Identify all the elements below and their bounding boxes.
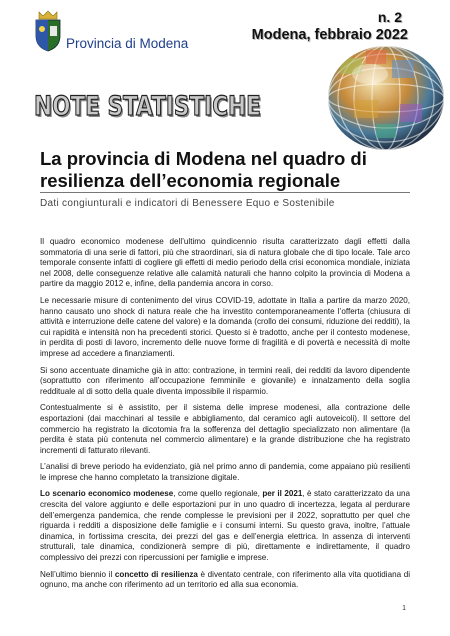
issue-date: Modena, febbraio 2022 — [251, 27, 408, 43]
paragraph-7-key-term: concetto di resilienza — [114, 569, 198, 579]
paragraph-3: Si sono accentuate dinamiche già in atto: contrazione, in termini reali, dei redditi da lavoro dipendente (soprattutto con riferimento all’occupazione femminile e giovanile) e innalzamento della soglia reddituale al di sotto della quale diventa impossibile il risparmio. — [40, 365, 410, 396]
document-subtitle: Dati congiunturali e indicatori di Benessere Equo e Sostenibile — [40, 198, 335, 209]
photo-globe-icon — [320, 38, 446, 152]
coat-of-arms-icon — [33, 10, 63, 52]
paragraph-4: Contestualmente si è assistito, per il sistema delle imprese modenesi, alla contrazione delle esportazioni (dai macchinari al tessile e abbigliamento, dal ceramico agli autoveicoli). Il settore del commercio ha registrato la dicotomia fra la sofferenza del dettaglio specializzato non alimentare (la perdita è stata più contenuta nel commercio alimentare) e la grande distribuzione che ha registrato incrementi di fatturato rilevanti. — [40, 403, 410, 455]
paragraph-7: Nell’ultimo biennio il concetto di resilienza è diventato centrale, con riferimento alla vita quotidiana di ognuno, ma anche con riferimento ad un territorio ed alla sua economia. — [40, 569, 411, 590]
page-number: 1 — [402, 605, 406, 612]
paragraph-6-year: per il 2021 — [262, 489, 303, 499]
paragraph-6: Lo scenario economico modenese, come quello regionale, per il 2021, è stato caratterizzato da una crescita del valore aggiunto e delle esportazioni pur in uno quadro di incertezza, legata al perdurare dell’emergenza pandemica, che rende complesse le previsioni per il 2022, soprattutto per quel che riguarda i redditi a disposizione delle famiglie e i consumi interni. Su questo grava, inoltre, l’attuale dinamica, in fortissima crescita, dei prezzi del gas e dell’energia elettrica. In assenza di interventi strutturali, tale dinamica, condizionerà sempre di più, direttamente e indirettamente, il quadro complessivo dei prezzi con ripercussioni per famiglie e imprese. — [40, 489, 411, 563]
document-title: La provincia di Modena nel quadro di resilienza dell’economia regionale — [40, 148, 367, 191]
paragraph-5: L’analisi di breve periodo ha evidenziato, già nel primo anno di pandemia, come appaiano più resilienti le imprese che hanno completato la transizione digitale. — [40, 462, 410, 482]
header — [0, 0, 450, 170]
paragraph-1: Il quadro economico modenese dell’ultimo quindicennio risulta caratterizzato dagli effetti dalla sommatoria di una serie di fattori, più che straordinari, sia di natura globale che di tipo locale. Tale arco temporale consente infatti di cogliere gli effetti di medio periodo della crisi economica mondiale, iniziata nel 2008, delle conseguenze relative alle calamità naturali che hanno colpito la provincia di Modena a partire da maggio 2012 e, infine, della pandemia ancora in corso. — [40, 237, 410, 289]
paragraph-6-lead: Lo scenario economico modenese — [40, 489, 174, 499]
masthead-title: NOTE STATISTICHE — [34, 91, 261, 122]
paragraph-2: Le necessarie misure di contenimento del virus COVID-19, adottate in Italia a partire da marzo 2020, hanno causato uno shock di natura reale che ha investito contemporaneamente l’offerta (chiusura di attività e interruzione delle catene del valore) e la domanda (crollo dei consumi, riduzione dei redditi), la cui rapidità e intensità non ha precedenti storici. Questo si è tradotto, anche per il contesto modenese, in perdita di posti di lavoro, incremento delle nuove forme di fragilità e di povertà e necessità di molte imprese ad accedere a finanziamenti. — [40, 295, 410, 358]
issue-number: n. 2 — [377, 9, 402, 25]
province-logo[interactable] — [33, 10, 189, 54]
body-text — [40, 237, 410, 597]
brand-name: Provincia di Modena — [66, 36, 189, 51]
title-divider — [40, 192, 410, 193]
